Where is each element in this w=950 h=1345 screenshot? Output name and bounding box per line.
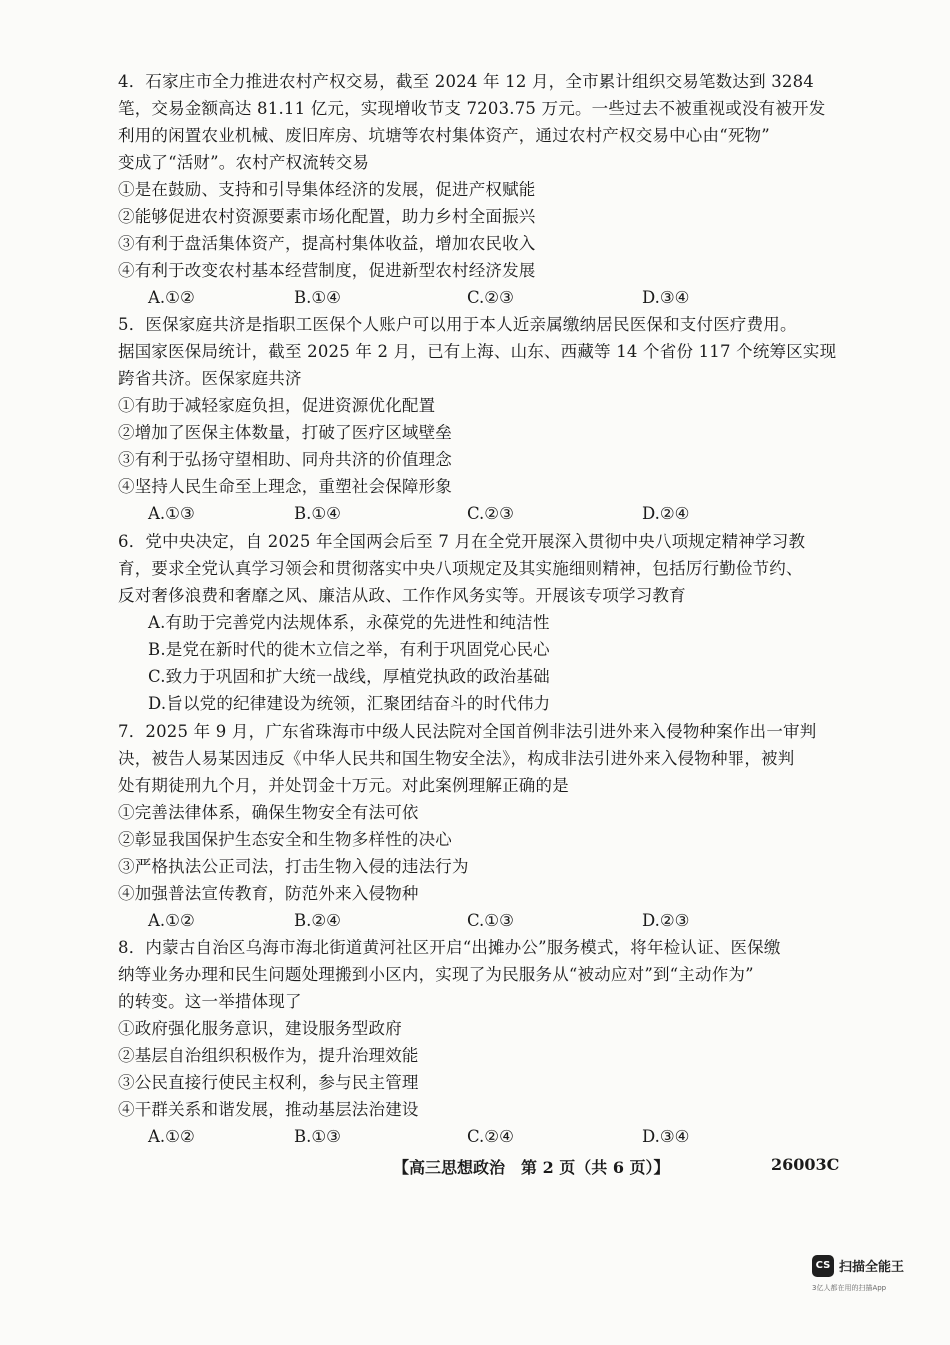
statement: ②彰显我国保护生态安全和生物多样性的决心 [118,830,452,849]
statement: ①政府强化服务意识，建设服务型政府 [118,1019,402,1038]
statement: ④加强普法宣传教育，防范外来入侵物种 [118,884,419,903]
statement: ③公民直接行使民主权利，参与民主管理 [118,1073,419,1092]
choice-a: A.①② [148,288,195,307]
stem-line: 5．医保家庭共济是指职工医保个人账户可以用于本人近亲属缴纳居民医保和支付医疗费用。 [118,315,797,334]
statement: ③有利于盘活集体资产，提高村集体收益，增加农民收入 [118,234,536,253]
choice-c: C.①③ [467,911,514,930]
statement: ③有利于弘扬守望相助、同舟共济的价值理念 [118,450,452,469]
stem-line: 据国家医保局统计，截至 2025 年 2 月，已有上海、山东、西藏等 14 个省份 117 个统筹区实现 [118,342,837,361]
choice-c: C.②④ [467,1127,514,1146]
question-6 [118,528,838,717]
option-d: D.旨以党的纪律建设为统领，汇聚团结奋斗的时代伟力 [148,694,551,713]
option-c: C.致力于巩固和扩大统一战线，厚植党执政的政治基础 [148,667,550,686]
scanner-watermark [812,1255,932,1299]
choice-b: B.①④ [294,288,341,307]
statement: ④干群关系和谐发展，推动基层法治建设 [118,1100,419,1119]
camscanner-logo-icon: CS [812,1255,834,1277]
choice-d: D.③④ [642,1127,690,1146]
stem-line: 处有期徒刑九个月，并处罚金十万元。对此案例理解正确的是 [118,776,569,795]
stem-line: 6．党中央决定，自 2025 年全国两会后至 7 月在全党开展深入贯彻中央八项规定精神学习教 [118,532,806,551]
choice-b: B.②④ [294,911,341,930]
question-4 [118,68,838,311]
choice-d: D.②④ [642,504,690,523]
statement: ②能够促进农村资源要素市场化配置，助力乡村全面振兴 [118,207,536,226]
choice-b: B.①③ [294,1127,341,1146]
watermark-tagline: 3亿人都在用的扫描App [812,1284,887,1292]
question-7 [118,718,838,934]
stem-line: 变成了“活财”。农村产权流转交易 [118,153,370,172]
statement: ①有助于减轻家庭负担，促进资源优化配置 [118,396,436,415]
statement: ①完善法律体系，确保生物安全有法可依 [118,803,419,822]
answer-choices [118,500,838,527]
statement: ②增加了医保主体数量，打破了医疗区域壁垒 [118,423,452,442]
choice-a: A.①② [148,911,195,930]
stem-line: 育，要求全党认真学习领会和贯彻落实中央八项规定及其实施细则精神，包括厉行勤俭节约、 [118,559,803,578]
choice-c: C.②③ [467,288,514,307]
stem-line: 反对奢侈浪费和奢靡之风、廉洁从政、工作作风务实等。开展该专项学习教育 [118,586,686,605]
stem-line: 的转变。这一举措体现了 [118,992,302,1011]
statement: ②基层自治组织积极作为，提升治理效能 [118,1046,419,1065]
choice-a: A.①② [148,1127,195,1146]
stem-line: 7．2025 年 9 月，广东省珠海市中级人民法院对全国首例非法引进外来入侵物种案作出一审判 [118,722,817,741]
statement: ③严格执法公正司法，打击生物入侵的违法行为 [118,857,469,876]
statement: ④有利于改变农村基本经营制度，促进新型农村经济发展 [118,261,536,280]
answer-choices [118,284,838,311]
statement: ①是在鼓励、支持和引导集体经济的发展，促进产权赋能 [118,180,536,199]
watermark-app-name: 扫描全能王 [839,1260,905,1275]
footer-exam-code: 26003C [771,1155,840,1174]
choice-d: D.②③ [642,911,690,930]
answer-choices [118,907,838,934]
question-8 [118,934,838,1150]
choice-a: A.①③ [148,504,195,523]
stem-line: 笔，交易金额高达 81.11 亿元，实现增收节支 7203.75 万元。一些过去不被重视或没有被开发 [118,99,826,118]
stem-line: 利用的闲置农业机械、废旧库房、坑塘等农村集体资产，通过农村产权交易中心由“死物” [118,126,770,145]
stem-line: 8．内蒙古自治区乌海市海北街道黄河社区开启“出摊办公”服务模式，将年检认证、医保缴 [118,938,781,957]
choice-d: D.③④ [642,288,690,307]
stem-line: 4．石家庄市全力推进农村产权交易，截至 2024 年 12 月，全市累计组织交易笔数达到 3284 [118,72,814,91]
stem-line: 决，被告人易某因违反《中华人民共和国生物安全法》，构成非法引进外来入侵物种罪，被判 [118,749,795,768]
option-a: A.有助于完善党内法规体系，永葆党的先进性和纯洁性 [148,613,550,632]
stem-line: 跨省共济。医保家庭共济 [118,369,302,388]
statement: ④坚持人民生命至上理念，重塑社会保障形象 [118,477,452,496]
answer-choices [118,1123,838,1150]
choice-b: B.①④ [294,504,341,523]
option-b: B.是党在新时代的徙木立信之举，有利于巩固党心民心 [148,640,550,659]
choice-c: C.②③ [467,504,514,523]
question-5 [118,311,838,527]
stem-line: 纳等业务办理和民生问题处理搬到小区内，实现了为民服务从“被动应对”到“主动作为” [118,965,754,984]
footer-page-info: 【高三思想政治 第 2 页（共 6 页）】 [393,1158,670,1177]
